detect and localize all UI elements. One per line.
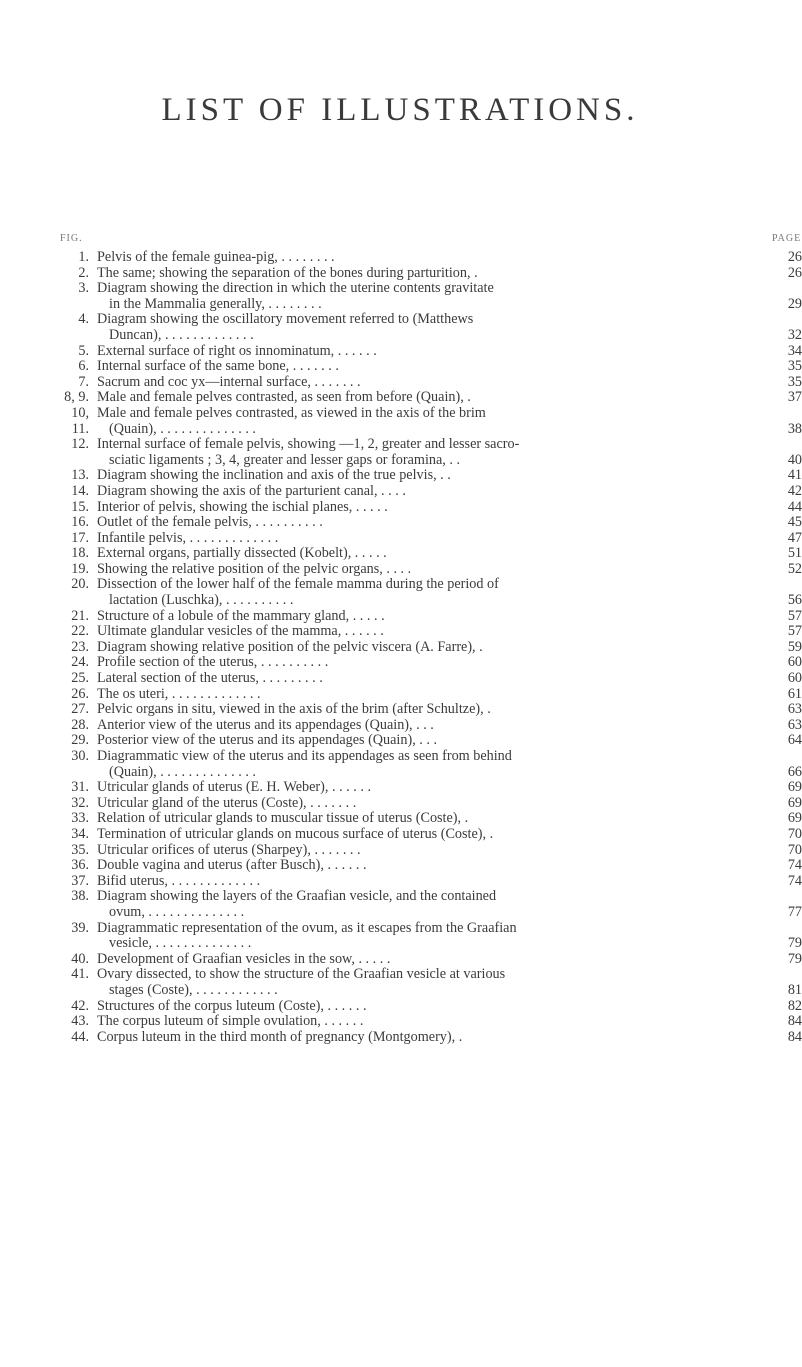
list-item bbox=[55, 718, 802, 734]
caption-line: Infantile pelvis, . . . . . . . . . . . . . bbox=[97, 529, 279, 546]
caption-line: Posterior view of the uterus and its appendages (Quain), . . . bbox=[97, 732, 438, 749]
caption-line: vesicle, . . . . . . . . . . . . . . bbox=[109, 935, 252, 952]
caption-line: Diagram showing the inclination and axis of the true pelvis, . . bbox=[97, 467, 451, 484]
figure-number: 8, 9. bbox=[64, 389, 89, 406]
caption-line: Showing the relative position of the pelvic organs, . . . . bbox=[97, 560, 412, 577]
caption-line: Structures of the corpus luteum (Coste), . . . . . . bbox=[97, 997, 367, 1014]
page-number: 37 bbox=[776, 390, 802, 406]
list-item bbox=[55, 468, 802, 484]
page-number: 61 bbox=[776, 687, 802, 703]
caption-line: Diagrammatic representation of the ovum, as it escapes from the Graafian bbox=[97, 919, 517, 936]
page-number: 77 bbox=[776, 905, 802, 921]
figure-number: 23. bbox=[71, 638, 89, 655]
figure-number: 38. bbox=[71, 888, 89, 905]
list-item bbox=[55, 577, 802, 608]
list-item bbox=[55, 624, 802, 640]
figure-number: 28. bbox=[71, 716, 89, 733]
figure-number: 29. bbox=[71, 732, 89, 749]
caption-line: External organs, partially dissected (Kobelt), . . . . . bbox=[97, 545, 387, 562]
figure-number: 1. bbox=[78, 249, 89, 265]
caption-line: The os uteri, . . . . . . . . . . . . . bbox=[97, 685, 261, 702]
caption-line: Bifid uterus, . . . . . . . . . . . . . bbox=[97, 872, 261, 889]
figure-number: 19. bbox=[71, 560, 89, 577]
list-item bbox=[55, 312, 802, 343]
caption-line: Development of Graafian vesicles in the sow, . . . . . bbox=[97, 950, 391, 967]
figure-number: 16. bbox=[71, 514, 89, 531]
list-item bbox=[55, 359, 802, 375]
list-item bbox=[55, 702, 802, 718]
page-number: 81 bbox=[776, 983, 802, 999]
list-item bbox=[55, 999, 802, 1015]
caption-line: Diagram showing the layers of the Graafian vesicle, and the contained bbox=[97, 888, 497, 905]
list-item bbox=[55, 437, 802, 468]
list-item bbox=[55, 390, 802, 406]
figure-number: 21. bbox=[71, 607, 89, 624]
caption-line: (Quain), . . . . . . . . . . . . . . bbox=[109, 420, 256, 437]
figure-number: 32. bbox=[71, 794, 89, 811]
page-number: 79 bbox=[776, 952, 802, 968]
caption-line: Termination of utricular glands on mucous surface of uterus (Coste), . bbox=[97, 825, 494, 842]
page-number: 51 bbox=[776, 546, 802, 562]
page-number: 44 bbox=[776, 500, 802, 516]
page-number: 34 bbox=[776, 344, 802, 360]
page-number: 57 bbox=[776, 609, 802, 625]
figure-number: 4. bbox=[78, 311, 89, 328]
figure-number: 44. bbox=[71, 1028, 89, 1045]
caption-line: Diagram showing the axis of the parturient canal, . . . . bbox=[97, 482, 406, 499]
figure-number: 33. bbox=[71, 810, 89, 827]
page-number: 42 bbox=[776, 484, 802, 500]
caption-line: Diagrammatic view of the uterus and its appendages as seen from behind bbox=[97, 748, 512, 764]
caption-line: Duncan), . . . . . . . . . . . . . bbox=[109, 326, 254, 343]
caption-line: in the Mammalia generally, . . . . . . . . bbox=[109, 295, 322, 312]
list-item bbox=[55, 811, 802, 827]
figure-number: 37. bbox=[71, 872, 89, 889]
caption-line: lactation (Luschka), . . . . . . . . . . bbox=[109, 592, 294, 609]
list-item bbox=[55, 687, 802, 703]
list-item bbox=[55, 655, 802, 671]
figure-number: 41. bbox=[71, 966, 89, 983]
page-number: 69 bbox=[776, 811, 802, 827]
caption-line: Structure of a lobule of the mammary gland, . . . . . bbox=[97, 607, 385, 624]
caption-line: Outlet of the female pelvis, . . . . . . . . . . bbox=[97, 514, 323, 531]
list-item bbox=[55, 843, 802, 859]
figure-number: 42. bbox=[71, 997, 89, 1014]
page-number: 66 bbox=[776, 765, 802, 781]
caption-line: sciatic ligaments ; 3, 4, greater and lesser gaps or foramina, . . bbox=[109, 451, 461, 468]
list-item bbox=[55, 1014, 802, 1030]
list-item bbox=[55, 609, 802, 625]
list-item bbox=[55, 531, 802, 547]
page-number: 63 bbox=[776, 718, 802, 734]
figure-number: 10, 11. bbox=[71, 404, 89, 437]
figure-number: 18. bbox=[71, 545, 89, 562]
figure-number: 15. bbox=[71, 498, 89, 515]
page-number: 82 bbox=[776, 999, 802, 1015]
caption-line: Diagram showing the direction in which the uterine contents gravitate bbox=[97, 280, 494, 297]
list-item bbox=[55, 344, 802, 360]
figure-number: 12. bbox=[71, 436, 89, 453]
caption-line: Dissection of the lower half of the female mamma during the period of bbox=[97, 576, 499, 593]
caption-line: Utricular orifices of uterus (Sharpey), . . . . . . . bbox=[97, 841, 361, 858]
figure-number: 35. bbox=[71, 841, 89, 858]
page-number: 45 bbox=[776, 515, 802, 531]
page-number: 63 bbox=[776, 702, 802, 718]
caption-line: Ovary dissected, to show the structure of the Graafian vesicle at various bbox=[97, 966, 506, 983]
figure-number: 26. bbox=[71, 685, 89, 702]
page-number: 32 bbox=[776, 328, 802, 344]
page-number: 70 bbox=[776, 827, 802, 843]
figure-number: 14. bbox=[71, 482, 89, 499]
list-item bbox=[55, 484, 802, 500]
list-item bbox=[55, 967, 802, 998]
figure-number: 13. bbox=[71, 467, 89, 484]
caption-line: Utricular glands of uterus (E. H. Weber), . . . . . . bbox=[97, 779, 371, 796]
list-item bbox=[55, 250, 802, 266]
page-number: 57 bbox=[776, 624, 802, 640]
page-column-header: PAGE bbox=[772, 233, 802, 244]
caption-line: Diagram showing relative position of the pelvic viscera (A. Farre), . bbox=[97, 638, 483, 655]
list-item bbox=[55, 266, 802, 282]
page-number: 47 bbox=[776, 531, 802, 547]
figure-number: 40. bbox=[71, 950, 89, 967]
caption-line: Pelvic organs in situ, viewed in the axis of the brim (after Schultze), . bbox=[97, 701, 491, 718]
page-number: 38 bbox=[776, 422, 802, 438]
list-item bbox=[55, 733, 802, 749]
list-item bbox=[55, 874, 802, 890]
page-number: 40 bbox=[776, 453, 802, 469]
caption-line: Utricular gland of the uterus (Coste), . . . . . . . bbox=[97, 794, 357, 811]
caption-line: Internal surface of female pelvis, showing —1, 2, greater and lesser sacro- bbox=[97, 436, 520, 453]
list-item bbox=[55, 952, 802, 968]
caption-line: Profile section of the uterus, . . . . . . . . . . bbox=[97, 654, 329, 671]
figure-number: 5. bbox=[78, 342, 89, 359]
figure-number: 20. bbox=[71, 576, 89, 593]
figure-number: 3. bbox=[78, 280, 89, 297]
page-number: 41 bbox=[776, 468, 802, 484]
caption-line: The corpus luteum of simple ovulation, . . . . . . bbox=[97, 1013, 364, 1030]
page-number: 70 bbox=[776, 843, 802, 859]
figure-number: 43. bbox=[71, 1013, 89, 1030]
figure-number: 36. bbox=[71, 857, 89, 874]
caption-line: Internal surface of the same bone, . . . . . . . bbox=[97, 358, 339, 375]
list-item bbox=[55, 780, 802, 796]
figure-number: 7. bbox=[78, 373, 89, 390]
caption-line: Male and female pelves contrasted, as seen from before (Quain), . bbox=[97, 389, 471, 406]
list-item bbox=[55, 1030, 802, 1046]
page-number: 79 bbox=[776, 936, 802, 952]
caption-line: Male and female pelves contrasted, as viewed in the axis of the brim bbox=[97, 404, 486, 421]
page-number: 35 bbox=[776, 359, 802, 375]
page-number: 56 bbox=[776, 593, 802, 609]
caption-line: The same; showing the separation of the bones during parturition, . bbox=[97, 264, 478, 281]
page-title: LIST OF ILLUSTRATIONS. bbox=[161, 92, 639, 128]
page-number: 74 bbox=[776, 874, 802, 890]
figure-number: 6. bbox=[78, 358, 89, 375]
list-item bbox=[55, 515, 802, 531]
page-number: 69 bbox=[776, 780, 802, 796]
caption-line: Double vagina and uterus (after Busch), . . . . . . bbox=[97, 857, 367, 874]
list-item bbox=[55, 889, 802, 920]
caption-line: Diagram showing the oscillatory movement referred to (Matthews bbox=[97, 311, 474, 328]
figure-number: 39. bbox=[71, 919, 89, 936]
page-number: 29 bbox=[776, 297, 802, 313]
list-item bbox=[55, 546, 802, 562]
caption-line: Anterior view of the uterus and its appendages (Quain), . . . bbox=[97, 716, 434, 733]
caption-line: Relation of utricular glands to muscular tissue of uterus (Coste), . bbox=[97, 810, 469, 827]
caption-line: (Quain), . . . . . . . . . . . . . . bbox=[109, 763, 256, 780]
caption-line: Interior of pelvis, showing the ischial planes, . . . . . bbox=[97, 498, 388, 515]
list-item bbox=[55, 749, 802, 780]
caption-line: Corpus luteum in the third month of pregnancy (Montgomery), . bbox=[97, 1028, 463, 1045]
list-item bbox=[55, 796, 802, 812]
page-number: 52 bbox=[776, 562, 802, 578]
fig-column-header: FIG. bbox=[60, 233, 83, 244]
caption-line: Pelvis of the female guinea-pig, . . . . . . . . bbox=[97, 249, 335, 265]
page-number: 84 bbox=[776, 1030, 802, 1046]
caption-line: Sacrum and coc yx—internal surface, . . . . . . . bbox=[97, 373, 361, 390]
list-item bbox=[55, 921, 802, 952]
page-number: 59 bbox=[776, 640, 802, 656]
page-number: 35 bbox=[776, 375, 802, 391]
page-number: 26 bbox=[776, 250, 802, 266]
illustrations-list bbox=[55, 250, 802, 1045]
figure-number: 2. bbox=[78, 264, 89, 281]
figure-number: 17. bbox=[71, 529, 89, 546]
caption-line: Lateral section of the uterus, . . . . . . . . . bbox=[97, 670, 323, 687]
page-number: 69 bbox=[776, 796, 802, 812]
list-item bbox=[55, 671, 802, 687]
list-item bbox=[55, 827, 802, 843]
list-item bbox=[55, 640, 802, 656]
list-item bbox=[55, 562, 802, 578]
figure-number: 30. bbox=[71, 748, 89, 764]
page-number: 60 bbox=[776, 671, 802, 687]
page-number: 74 bbox=[776, 858, 802, 874]
list-item bbox=[55, 858, 802, 874]
caption-line: Ultimate glandular vesicles of the mamma, . . . . . . bbox=[97, 623, 384, 640]
page-number: 84 bbox=[776, 1014, 802, 1030]
page-number: 26 bbox=[776, 266, 802, 282]
figure-number: 25. bbox=[71, 670, 89, 687]
page-number: 64 bbox=[776, 733, 802, 749]
list-item bbox=[55, 281, 802, 312]
caption-line: stages (Coste), . . . . . . . . . . . . bbox=[109, 981, 278, 998]
figure-number: 27. bbox=[71, 701, 89, 718]
figure-number: 22. bbox=[71, 623, 89, 640]
list-item bbox=[55, 406, 802, 437]
figure-number: 34. bbox=[71, 825, 89, 842]
list-item bbox=[55, 375, 802, 391]
figure-number: 24. bbox=[71, 654, 89, 671]
caption-line: External surface of right os innominatum, . . . . . . bbox=[97, 342, 377, 359]
page-number: 60 bbox=[776, 655, 802, 671]
figure-number: 31. bbox=[71, 779, 89, 796]
caption-line: ovum, . . . . . . . . . . . . . . bbox=[109, 903, 245, 920]
list-item bbox=[55, 500, 802, 516]
